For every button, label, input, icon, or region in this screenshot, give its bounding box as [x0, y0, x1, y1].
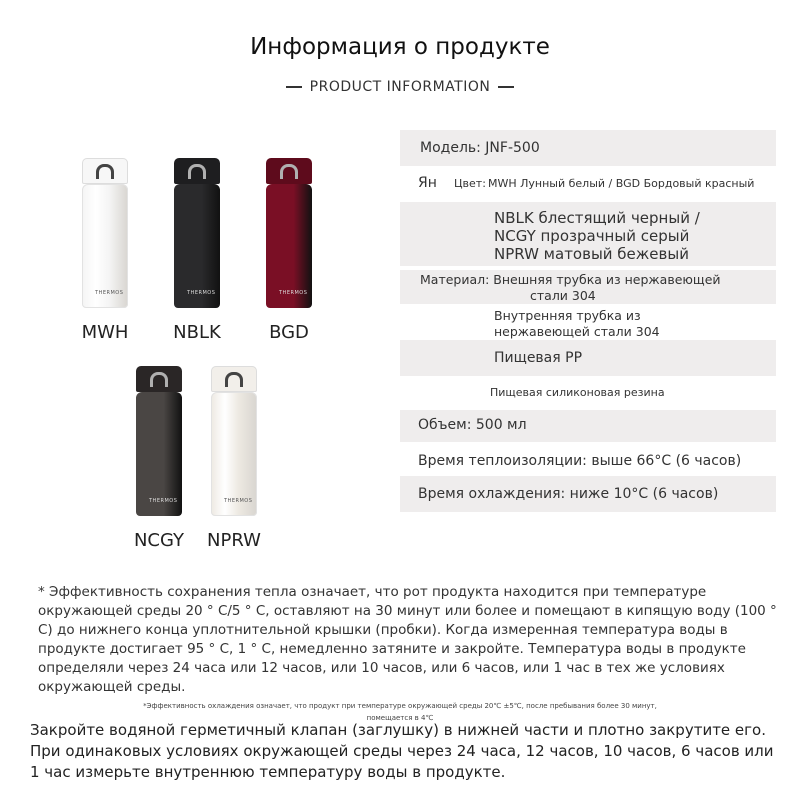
spec-row-pp — [400, 340, 776, 376]
brand-logo: THERMOS — [95, 290, 124, 296]
right-dash — [498, 86, 514, 88]
material-line1: Материал: Внешняя трубка из нержавеющей — [420, 272, 721, 287]
spec-row-volume — [400, 410, 776, 442]
brand-logo: THERMOS — [187, 290, 216, 296]
spec-row-model — [400, 130, 776, 166]
bottle-nprw — [211, 366, 257, 516]
note-cooling-line1: *Эффективность охлаждения означает, что продукт при температуре окружающей среды 20℃ ±5℃, после пребывания более 30 минут, — [143, 702, 657, 710]
heat-text: Время теплоизоляции: выше 66°C (6 часов) — [418, 453, 742, 469]
material-line2: стали 304 — [530, 288, 596, 303]
brand-logo: THERMOS — [224, 498, 253, 504]
spec-row-heat — [400, 446, 776, 476]
bottle-nblk — [174, 158, 220, 308]
lock-ring-icon — [188, 164, 206, 179]
color-prefix: Ян — [418, 175, 437, 191]
spec-row-silicone — [400, 380, 776, 408]
color-line4: NPRW матовый бежевый — [494, 245, 689, 263]
page-subtitle — [0, 79, 800, 95]
cool-text: Время охлаждения: ниже 10°C (6 часов) — [418, 486, 719, 502]
lock-ring-icon — [96, 164, 114, 179]
spec-row-colors — [400, 202, 776, 266]
color-line2: NBLK блестящий черный / — [494, 209, 700, 227]
product-label: NCGY — [133, 530, 185, 551]
product-label: MWH — [81, 322, 129, 343]
lock-ring-icon — [150, 372, 168, 387]
page-title: Информация о продукте — [250, 34, 550, 60]
bottle-ncgy — [136, 366, 182, 516]
spec-row-material — [400, 270, 776, 304]
subtitle-text: PRODUCT INFORMATION — [309, 79, 491, 95]
color-line1: MWH Лунный белый / BGD Бордовый красный — [488, 177, 755, 190]
volume-text: Объем: 500 мл — [418, 417, 527, 433]
note-heat-retention: * Эффективность сохранения тепла означает, что рот продукта находится при температуре окружающей среды 20 ° C/5 ° C, оставляют на 30 минут или более и помещают в кипящую воду (100 ° C) до нижнего конца уплотнительной крышки (пробки). Когда измеренная температура воды в продукте достигает 95 ° C, 1 ° C, немедленно затяните и закройте. Температура воды в продукте определяли через 24 часа или 12 часов, или 10 часов, или 6 часов, или 1 час в тех же условиях окружающей среды. — [38, 584, 777, 695]
lock-ring-icon — [225, 372, 243, 387]
model-text: Модель: JNF-500 — [420, 140, 540, 156]
left-dash — [286, 86, 302, 88]
note-cooling-line2: помещается в 4℃ — [366, 714, 434, 722]
bottle-bgd — [266, 158, 312, 308]
product-label: NPRW — [207, 530, 261, 551]
material-line3: Внутренняя трубка из — [494, 308, 641, 323]
spec-row-cool — [400, 476, 776, 512]
spec-row-inner — [400, 306, 776, 340]
color-label: Цвет: — [454, 177, 486, 190]
material-line4: нержавеющей стали 304 — [494, 324, 660, 339]
color-line3: NCGY прозрачный серый — [494, 227, 690, 245]
product-label: BGD — [269, 322, 309, 343]
lock-ring-icon — [280, 164, 298, 179]
spec-row-color — [400, 170, 776, 196]
product-label: NBLK — [173, 322, 221, 343]
bottle-mwh — [82, 158, 128, 308]
brand-logo: THERMOS — [279, 290, 308, 296]
material-line5: Пищевая PP — [494, 350, 583, 366]
brand-logo: THERMOS — [149, 498, 178, 504]
note-instructions: Закройте водяной герметичный клапан (заглушку) в нижней части и плотно закрутите его. При одинаковых условиях окружающей среды через 24 часа, 12 часов, 10 часов, 6 часов или 1 час измерьте внутреннюю температуру воды в продукте. — [30, 721, 774, 781]
material-line6: Пищевая силиконовая резина — [490, 386, 665, 399]
